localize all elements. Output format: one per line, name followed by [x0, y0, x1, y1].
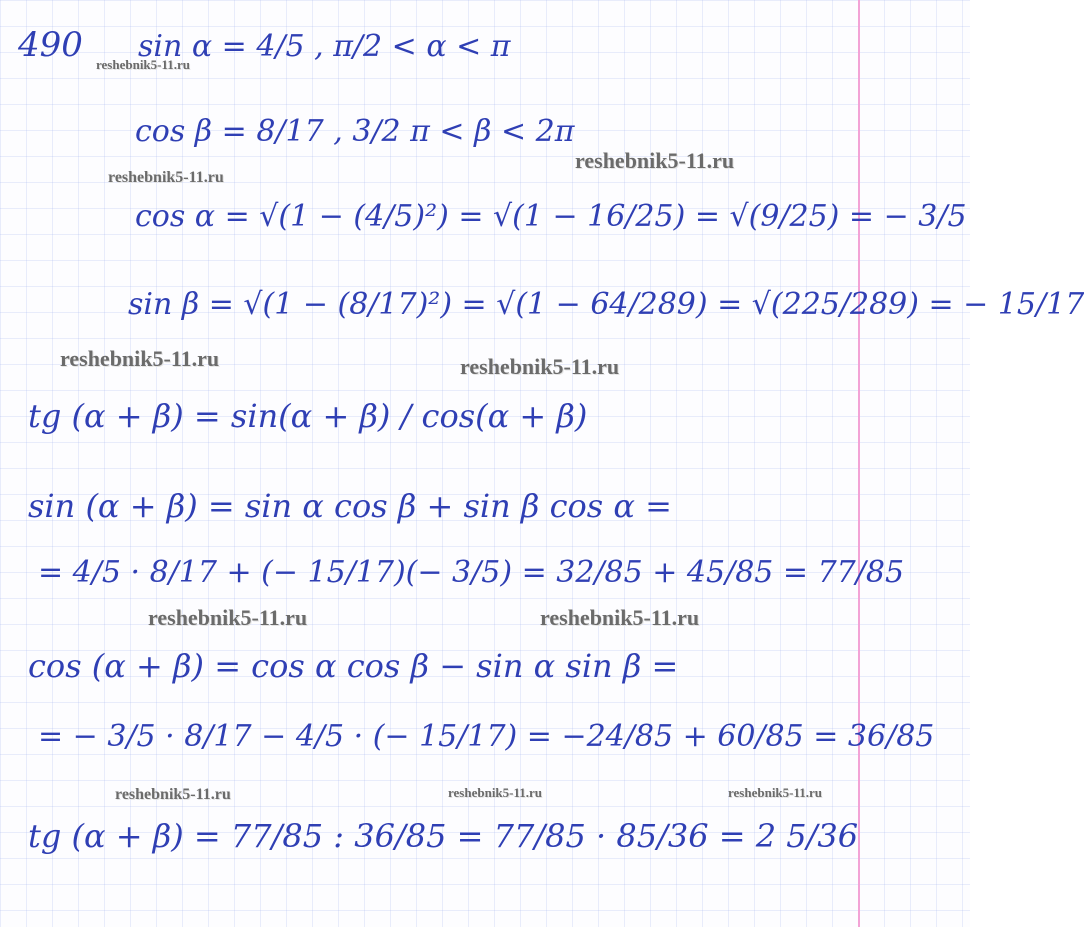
cos-sum-calculation: = − 3/5 · 8/17 − 4/5 · (− 15/17) = −24/85 + 60/85 = 36/85	[38, 719, 935, 754]
given-sin-alpha: sin α = 4/5 , π/2 < α < π	[138, 29, 511, 64]
watermark: reshebnik5-11.ru	[60, 346, 220, 371]
watermark: reshebnik5-11.ru	[728, 785, 823, 800]
tangent-result: tg (α + β) = 77/85 : 36/85 = 77/85 · 85/36 = 2 5/36	[28, 817, 859, 855]
sin-sum-calculation: = 4/5 · 8/17 + (− 15/17)(− 3/5) = 32/85 + 45/85 = 77/85	[38, 555, 905, 590]
problem-number: 490	[18, 25, 83, 65]
sin-beta-derivation: sin β = √(1 − (8/17)²) = √(1 − 64/289) = √(225/289) = − 15/17	[128, 287, 1084, 322]
watermark: reshebnik5-11.ru	[460, 354, 620, 379]
watermark: reshebnik5-11.ru	[575, 148, 735, 173]
sin-sum-formula: sin (α + β) = sin α cos β + sin β cos α =	[28, 487, 672, 525]
watermark: reshebnik5-11.ru	[108, 169, 224, 186]
margin-line	[858, 0, 860, 927]
tangent-formula: tg (α + β) = sin(α + β) / cos(α + β)	[28, 397, 588, 435]
watermark: reshebnik5-11.ru	[96, 57, 191, 72]
watermark: reshebnik5-11.ru	[448, 785, 543, 800]
watermark: reshebnik5-11.ru	[540, 605, 700, 630]
given-cos-beta: cos β = 8/17 , 3/2 π < β < 2π	[135, 114, 575, 149]
cos-sum-formula: cos (α + β) = cos α cos β − sin α sin β =	[28, 647, 679, 685]
watermark: reshebnik5-11.ru	[148, 605, 308, 630]
cos-alpha-derivation: cos α = √(1 − (4/5)²) = √(1 − 16/25) = √(9/25) = − 3/5	[135, 199, 967, 234]
watermark: reshebnik5-11.ru	[115, 786, 231, 803]
